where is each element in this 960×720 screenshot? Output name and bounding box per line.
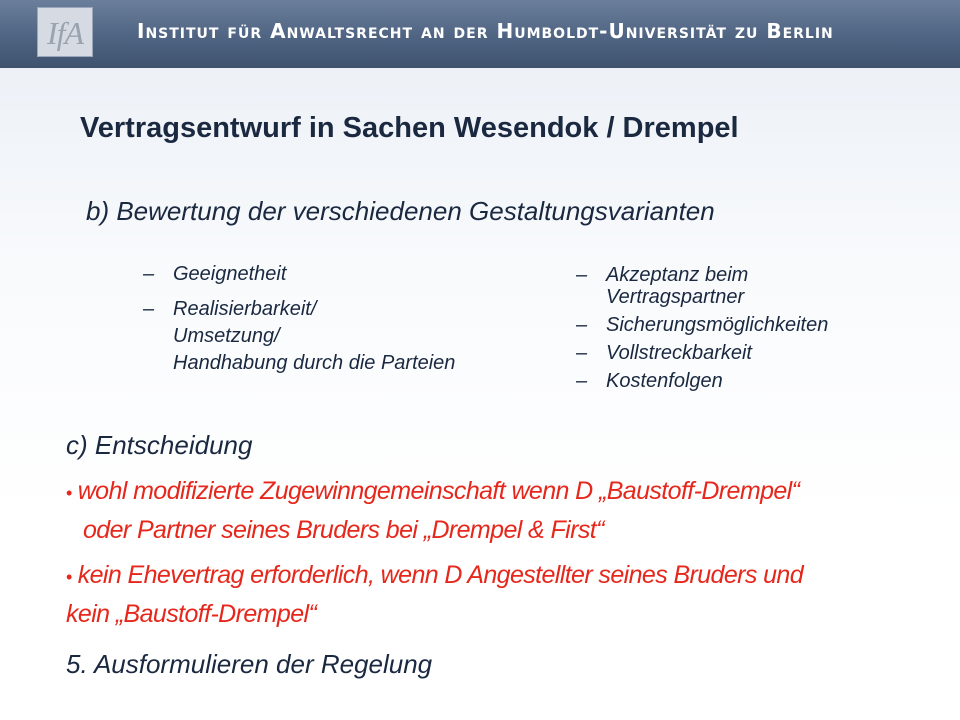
dash-marker: – [143, 298, 155, 320]
list-item-line: Vertragspartner [606, 286, 745, 308]
header-bar [0, 0, 960, 68]
criteria-list-left [143, 262, 455, 386]
list-item [576, 264, 828, 308]
list-item-line: Umsetzung/ [173, 325, 280, 347]
slide-subtitle: b) Bewertung der verschiedenen Gestaltungsvarianten [86, 196, 715, 226]
institute-title: Institut für Anwaltsrecht an der Humboldt-Universität zu Berlin [137, 19, 834, 43]
decision-bullet [66, 557, 906, 633]
bullet-line: wohl modifizierte Zugewinngemeinschaft wenn D „Baustoff-Drempel“ [77, 477, 800, 505]
list-item-label: Kostenfolgen [606, 370, 723, 392]
ifa-logo: IfA [37, 7, 93, 57]
list-item-label: Geeignetheit [173, 263, 287, 285]
dash-marker: – [576, 264, 588, 286]
bullet-marker: • [66, 567, 72, 587]
list-item-line: Handhabung durch die Parteien [173, 352, 456, 374]
bullet-line: oder Partner seines Bruders bei „Drempel & First“ [83, 516, 604, 544]
dash-marker: – [576, 342, 588, 364]
list-item-line: Akzeptanz beim [606, 264, 749, 286]
list-item-label: Sicherungsmöglichkeiten [606, 314, 829, 336]
list-item [576, 342, 828, 364]
list-item-label: Vollstreckbarkeit [606, 342, 752, 364]
bullet-line: kein „Baustoff-Drempel“ [66, 600, 317, 628]
bullet-marker: • [66, 483, 72, 503]
slide-title: Vertragsentwurf in Sachen Wesendok / Drempel [80, 112, 739, 144]
list-item [143, 262, 455, 287]
list-item [143, 296, 455, 377]
decision-bullet [66, 473, 906, 549]
next-step-heading: 5. Ausformulieren der Regelung [66, 649, 433, 679]
list-item [576, 370, 828, 392]
list-item [576, 314, 828, 336]
criteria-list-right [576, 264, 828, 398]
list-item-line: Realisierbarkeit/ [173, 298, 317, 320]
dash-marker: – [143, 263, 155, 285]
dash-marker: – [576, 370, 588, 392]
dash-marker: – [576, 314, 588, 336]
section-heading-decision: c) Entscheidung [66, 430, 253, 460]
bullet-line: kein Ehevertrag erforderlich, wenn D Angestellter seines Bruders und [77, 561, 804, 589]
